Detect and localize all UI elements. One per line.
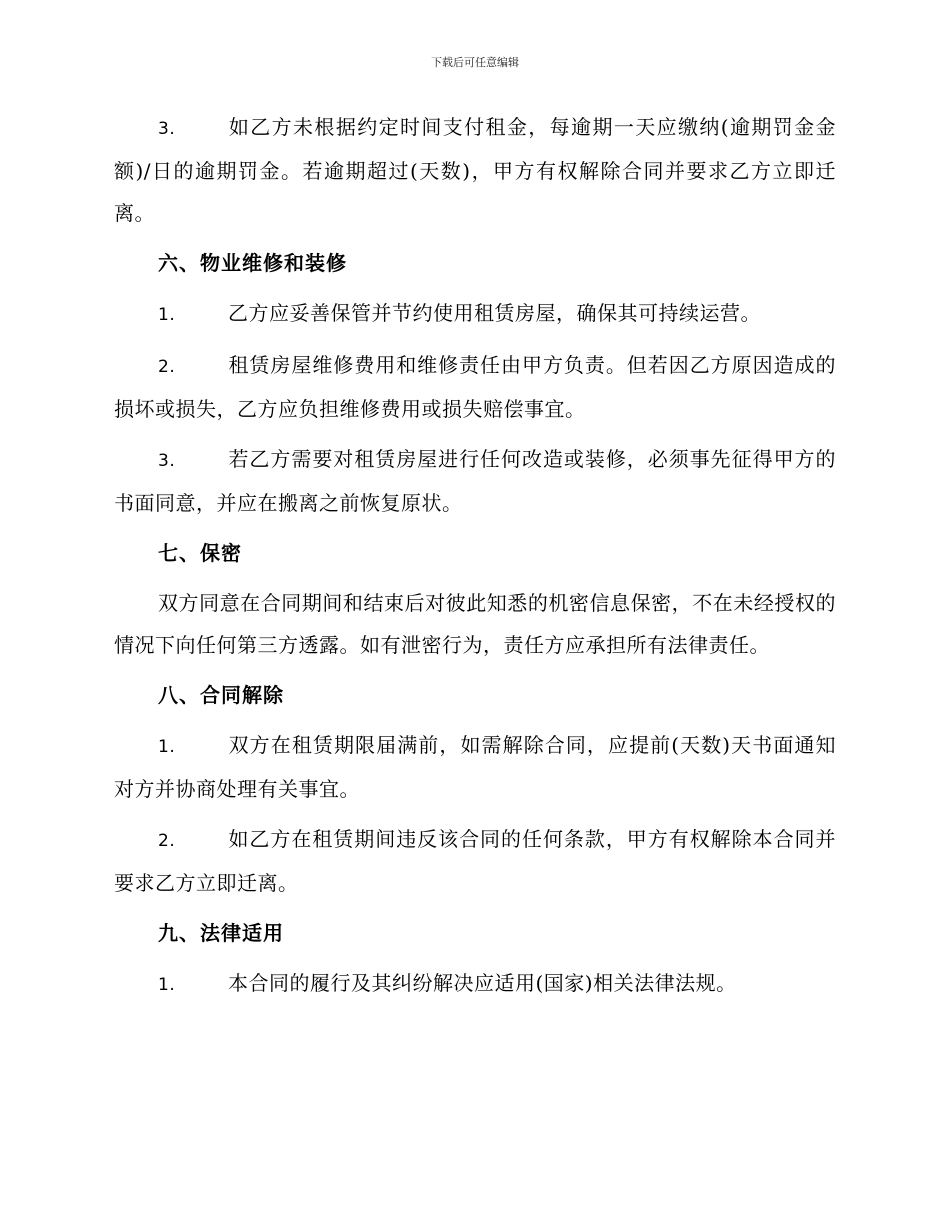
clause-5-3 [114, 106, 836, 234]
clause-number: 1. [158, 305, 176, 325]
clause-number: 3. [158, 119, 176, 139]
clause-number: 1. [158, 737, 176, 757]
document-body [114, 106, 836, 1014]
clause-9-1 [114, 962, 836, 1006]
clause-text: 本合同的履行及其纠纷解决应适用(国家)相关法律法规。 [228, 971, 737, 995]
clause-text: 若乙方需要对租赁房屋进行任何改造或装修，必须事先征得甲方的书面同意，并应在搬离之前恢复原状。 [114, 447, 836, 515]
clause-text: 如乙方未根据约定时间支付租金，每逾期一天应缴纳(逾期罚金金额)/日的逾期罚金。若逾期超过(天数)，甲方有权解除合同并要求乙方立即迁离。 [114, 115, 836, 225]
clause-number: 1. [158, 975, 176, 995]
section-heading-6: 六、物业维修和装修 [158, 251, 347, 275]
clause-text: 如乙方在租赁期间违反该合同的任何条款，甲方有权解除本合同并要求乙方立即迁离。 [114, 827, 836, 895]
page-header: 下载后可任意编辑 [431, 56, 519, 69]
clause-text: 乙方应妥善保管并节约使用租赁房屋，确保其可持续运营。 [228, 301, 761, 325]
section-heading-8: 八、合同解除 [158, 683, 284, 707]
clause-text: 双方在租赁期限届满前，如需解除合同，应提前(天数)天书面通知对方并协商处理有关事宜。 [114, 733, 836, 801]
confidentiality-paragraph: 双方同意在合同期间和结束后对彼此知悉的机密信息保密，不在未经授权的情况下向任何第三方透露。如有泄密行为，责任方应承担所有法律责任。 [114, 591, 836, 657]
clause-6-1 [114, 292, 836, 336]
clause-number: 3. [158, 451, 176, 471]
clause-number: 2. [158, 831, 176, 851]
clause-number: 2. [158, 357, 176, 377]
clause-8-1 [114, 724, 836, 810]
section-heading-9: 九、法律适用 [158, 921, 284, 945]
clause-8-2 [114, 818, 836, 904]
clause-6-3 [114, 438, 836, 524]
section-heading-7: 七、保密 [158, 541, 242, 565]
clause-text: 租赁房屋维修费用和维修责任由甲方负责。但若因乙方原因造成的损坏或损失，乙方应负担维修费用或损失赔偿事宜。 [114, 353, 836, 421]
clause-6-2 [114, 344, 836, 430]
